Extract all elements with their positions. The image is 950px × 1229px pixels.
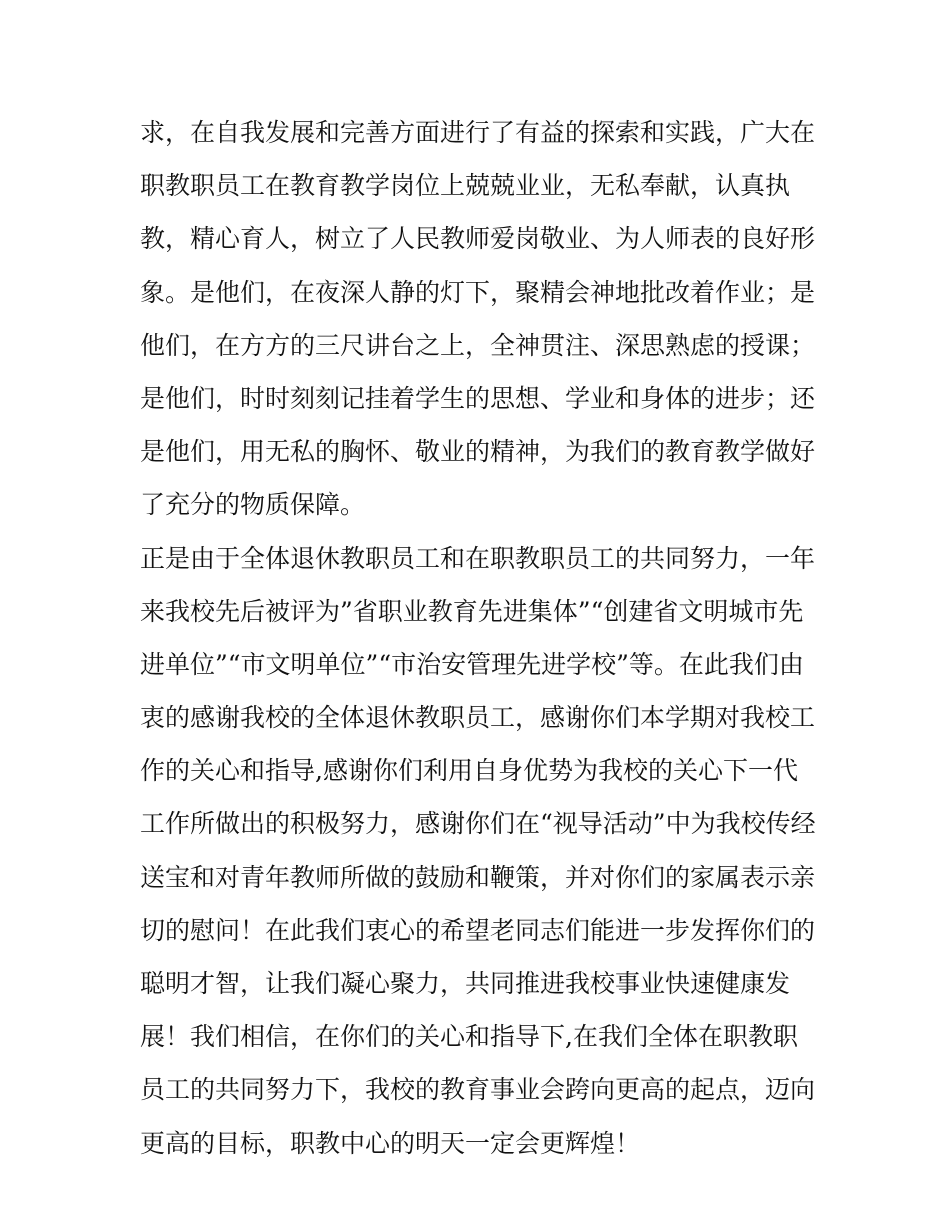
text-line: 了充分的物质保障。: [140, 490, 366, 520]
text-line: 职教职员工在教育教学岗位上兢兢业业，无私奉献，认真执: [140, 171, 791, 201]
text-line: 是他们，用无私的胸怀、敬业的精神，为我们的教育教学做好: [140, 437, 816, 467]
text-line: 作的关心和指导,感谢你们利用自身优势为我校的关心下一代: [140, 756, 798, 786]
text-line: 来我校先后被评为”省职业教育先进集体”“创建省文明城市先: [140, 596, 804, 626]
text-line: 员工的共同努力下，我校的教育事业会跨向更高的起点，迈向: [140, 1075, 816, 1105]
text-line: 衷的感谢我校的全体退休教职员工，感谢你们本学期对我校工: [140, 703, 816, 733]
text-line: 正是由于全体退休教职员工和在职教职员工的共同努力，一年: [140, 543, 816, 573]
text-line: 展！我们相信，在你们的关心和指导下,在我们全体在职教职: [140, 1022, 798, 1052]
text-line: 聪明才智，让我们凝心聚力，共同推进我校事业快速健康发: [140, 969, 791, 998]
text-line: 进单位”“市文明单位”“市治安管理先进学校”等。在此我们由: [140, 649, 804, 679]
text-line: 他们，在方方的三尺讲台之上，全神贯注、深思熟虑的授课；: [140, 330, 816, 360]
text-line: 求，在自我发展和完善方面进行了有益的探索和实践，广大在: [140, 118, 816, 147]
text-line: 切的慰问！在此我们衷心的希望老同志们能进一步发挥你们的: [140, 915, 816, 945]
body-text: [140, 106, 820, 1170]
text-line: 更高的目标，职教中心的明天一定会更辉煌！: [140, 1128, 641, 1158]
text-line: 送宝和对青年教师所做的鼓励和鞭策，并对你们的家属表示亲: [140, 862, 816, 892]
text-line: 工作所做出的积极努力，感谢你们在“视导活动”中为我校传经: [140, 809, 816, 839]
text-line: 教，精心育人，树立了人民教师爱岗敬业、为人师表的良好形: [140, 224, 816, 254]
text-line: 象。是他们，在夜深人静的灯下，聚精会神地批改着作业；是: [140, 277, 816, 307]
text-line: 是他们，时时刻刻记挂着学生的思想、学业和身体的进步；还: [140, 383, 816, 413]
